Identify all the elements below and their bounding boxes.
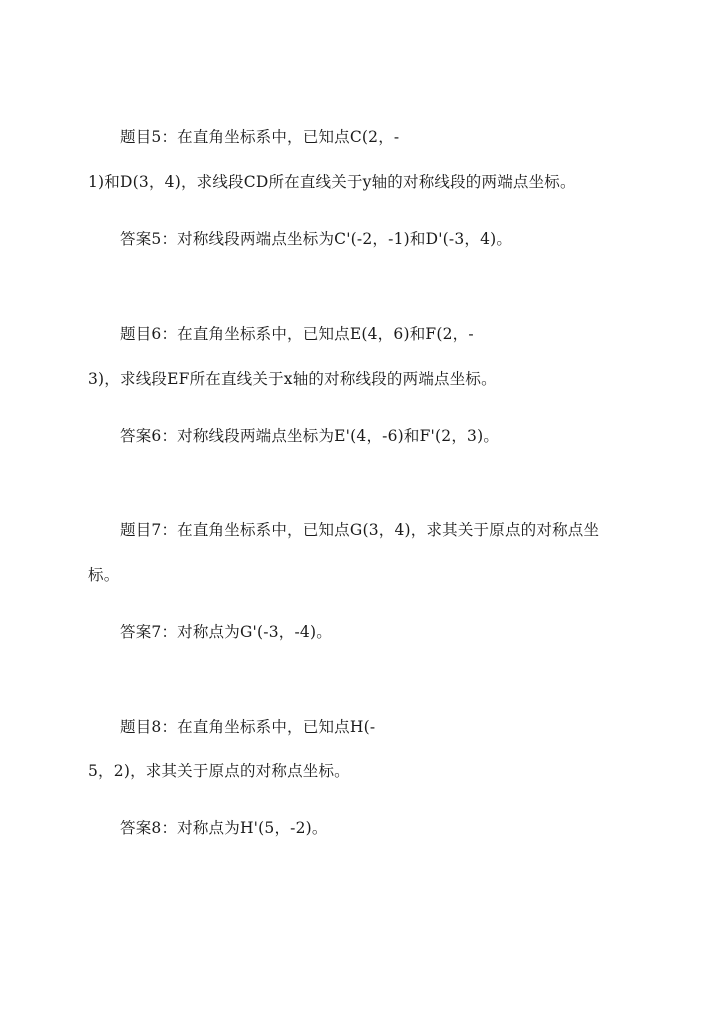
- answer-5: 答案5：对称线段两端点坐标为C'(-2，-1)和D'(-3，4)。: [120, 230, 513, 248]
- question-7-line-2: 标。: [88, 566, 120, 584]
- question-8-line-1: 题目8：在直角坐标系中，已知点H(-: [120, 718, 376, 736]
- question-5-line-2: 1)和D(3，4)，求线段CD所在直线关于y轴的对称线段的两端点坐标。: [88, 173, 576, 191]
- question-6-line-2: 3)，求线段EF所在直线关于x轴的对称线段的两端点坐标。: [88, 370, 497, 388]
- question-6-line-1: 题目6：在直角坐标系中，已知点E(4，6)和F(2，-: [120, 325, 474, 343]
- answer-8: 答案8：对称点为H'(5，-2)。: [120, 819, 328, 837]
- answer-7: 答案7：对称点为G'(-3，-4)。: [120, 623, 332, 641]
- answer-6: 答案6：对称线段两端点坐标为E'(4，-6)和F'(2，3)。: [120, 427, 500, 445]
- question-5-line-1: 题目5：在直角坐标系中，已知点C(2，-: [120, 128, 400, 146]
- question-7-line-1: 题目7：在直角坐标系中，已知点G(3，4)，求其关于原点的对称点坐: [120, 521, 600, 539]
- question-8-line-2: 5，2)，求其关于原点的对称点坐标。: [88, 762, 350, 780]
